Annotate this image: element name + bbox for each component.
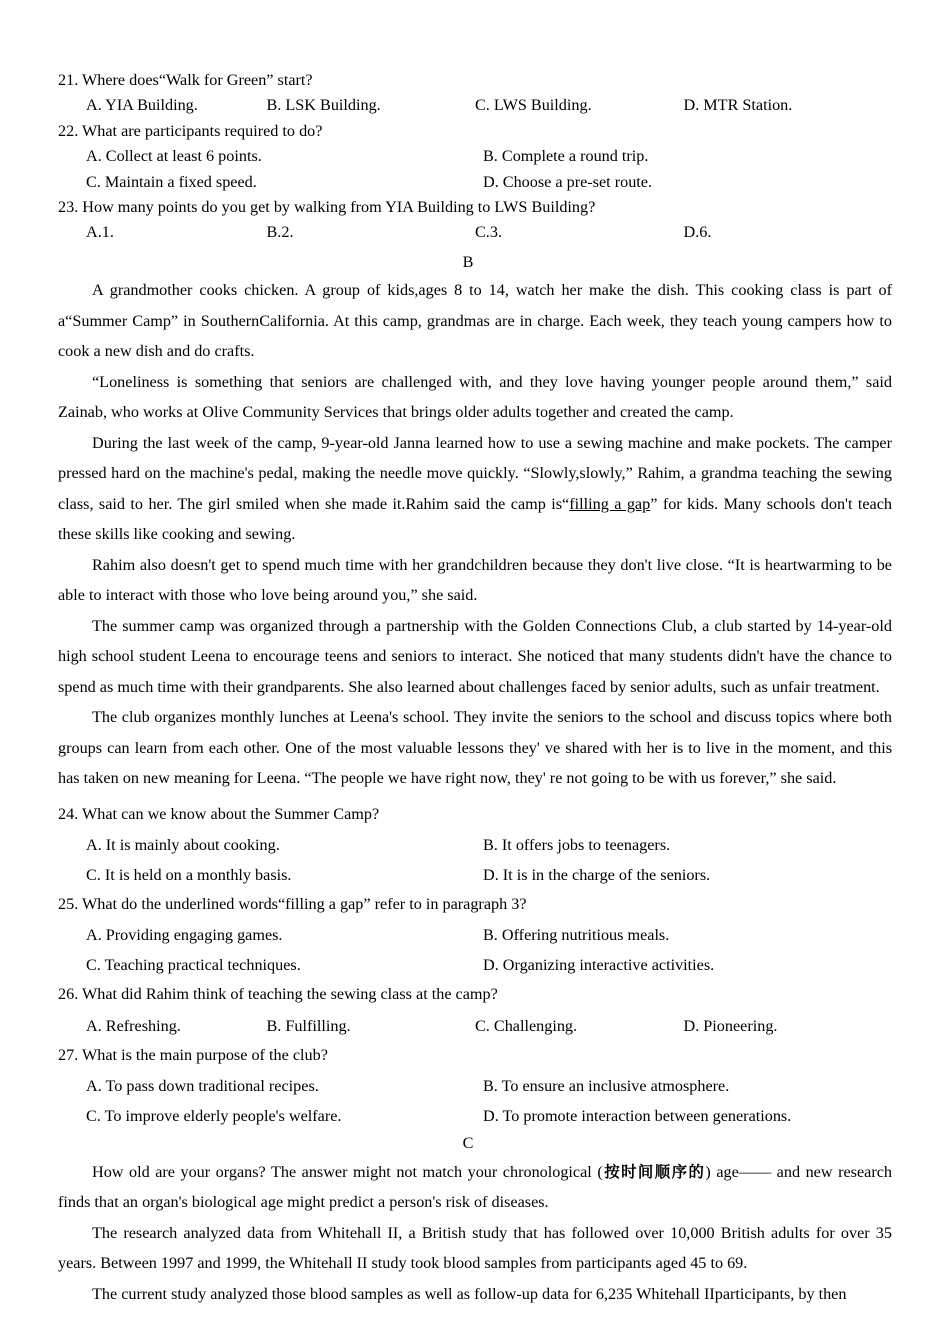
passage-b-paragraph-6: The club organizes monthly lunches at Leena's school. They invite the seniors to the school and discuss topics where both groups can learn from each other. One of the most valuable lessons they' ve shared with her is to live in the moment, and this has taken on new meaning for Leena. “The people we have right now, they' re not going to be with us forever,” she said. <box>58 708 892 788</box>
option-row-22-bottom <box>58 170 892 195</box>
option-row-27-top <box>58 1074 892 1099</box>
option-21-b[interactable]: B. LSK Building. <box>266 96 381 115</box>
option-24-a[interactable]: A. It is mainly about cooking. <box>86 836 280 855</box>
option-row-22-top <box>58 144 892 169</box>
passage-b-paragraph-1: A grandmother cooks chicken. A group of kids,ages 8 to 14, watch her make the dish. This cooking class is part of a“Summer Camp” in SouthernCalifornia. At this camp, grandmas are in charge. Each week, they teach young campers how to cook a new dish and do crafts. <box>58 281 892 361</box>
option-26-a[interactable]: A. Refreshing. <box>86 1016 181 1035</box>
question-stem-21: 21. Where does“Walk for Green” start? <box>58 71 313 89</box>
option-row-23 <box>58 220 892 245</box>
option-27-c[interactable]: C. To improve elderly people's welfare. <box>86 1106 342 1125</box>
option-row-24-top <box>58 833 892 858</box>
question-stem-24: 24. What can we know about the Summer Camp? <box>58 804 380 823</box>
option-row-26 <box>58 1014 892 1039</box>
underlined-phrase-filling-a-gap: filling a gap <box>569 494 651 513</box>
passage-c-paragraph-1 <box>58 1157 892 1218</box>
passage-b-paragraph-2: “Loneliness is something that seniors are challenged with, and they love having younger people around them,” said Zainab, who works at Olive Community Services that brings older adults together and created the camp. <box>58 372 892 422</box>
passage-c-p1-after-gloss: ) age—— and new research finds that an organ's biological age might predict a person's risk of diseases. <box>58 1162 892 1212</box>
option-row-21 <box>58 93 892 118</box>
option-24-d[interactable]: D. It is in the charge of the seniors. <box>483 865 711 884</box>
chinese-gloss-chronological: 按时间顺序的 <box>602 1162 706 1181</box>
option-26-c[interactable]: C. Challenging. <box>475 1016 578 1035</box>
option-25-a[interactable]: A. Providing engaging games. <box>86 926 283 945</box>
question-stem-26: 26. What did Rahim think of teaching the sewing class at the camp? <box>58 985 498 1004</box>
option-row-24-bottom <box>58 863 892 888</box>
option-23-d[interactable]: D.6. <box>683 223 712 242</box>
option-23-b[interactable]: B.2. <box>266 223 294 242</box>
option-27-b[interactable]: B. To ensure an inclusive atmosphere. <box>483 1077 730 1096</box>
section-heading-c: C <box>462 1134 474 1153</box>
option-24-b[interactable]: B. It offers jobs to teenagers. <box>483 836 671 855</box>
option-22-a[interactable]: A. Collect at least 6 points. <box>86 147 262 166</box>
option-23-c[interactable]: C.3. <box>475 223 502 242</box>
option-26-d[interactable]: D. Pioneering. <box>683 1016 778 1035</box>
question-stem-27: 27. What is the main purpose of the club? <box>58 1046 328 1064</box>
option-22-c[interactable]: C. Maintain a fixed speed. <box>86 172 257 191</box>
option-26-b[interactable]: B. Fulfilling. <box>266 1016 351 1035</box>
section-heading-b: B <box>462 252 474 271</box>
passage-b-paragraph-4: Rahim also doesn't get to spend much time with her grandchildren because they don't live close. “It is heartwarming to be able to interact with those who love being around you,” she said. <box>58 555 892 605</box>
question-stem-22: 22. What are participants required to do? <box>58 121 323 140</box>
option-25-b[interactable]: B. Offering nutritious meals. <box>483 926 670 945</box>
option-row-25-top <box>58 923 892 948</box>
question-stem-25: 25. What do the underlined words“filling a gap” refer to in paragraph 3? <box>58 894 527 913</box>
option-21-d[interactable]: D. MTR Station. <box>683 96 793 115</box>
passage-b-paragraph-5: The summer camp was organized through a partnership with the Golden Connections Club, a club started by 14-year-old high school student Leena to encourage teens and seniors to interact. She noticed that many students didn't have the chance to spend as much time with their grandparents. She also learned about challenges faced by senior adults, such as unfair treatment. <box>58 616 892 696</box>
question-stem-23: 23. How many points do you get by walking from YIA Building to LWS Building? <box>58 198 596 217</box>
option-23-a[interactable]: A.1. <box>86 223 114 242</box>
passage-b-paragraph-3 <box>58 428 892 550</box>
option-25-c[interactable]: C. Teaching practical techniques. <box>86 955 301 974</box>
passage-b-p3-text-before: During the last week of the camp, 9-year-old Janna learned how to use a sewing machine and make pockets. The camper pressed hard on the machine's pedal, making the needle move quickly. “Slowly,slowly,” Rahim, a grandma teaching the sewing class, said to her. The girl smiled when she made it.Rahim said the camp is“ <box>58 433 892 513</box>
passage-c-p1-before-gloss: How old are your organs? The answer might not match your chronological ( <box>92 1162 603 1181</box>
document-sheet <box>58 68 892 1309</box>
option-row-27-bottom <box>58 1104 892 1129</box>
option-22-d[interactable]: D. Choose a pre-set route. <box>483 172 653 191</box>
option-22-b[interactable]: B. Complete a round trip. <box>483 147 649 166</box>
passage-c-paragraph-2: The research analyzed data from Whitehall II, a British study that has followed over 10,000 British adults for over 35 years. Between 1997 and 1999, the Whitehall II study took blood samples from participants aged 45 to 69. <box>58 1223 892 1273</box>
passage-c-paragraph-3: The current study analyzed those blood samples as well as follow-up data for 6,235 Whitehall IIparticipants, by then <box>92 1284 847 1303</box>
option-21-a[interactable]: A. YIA Building. <box>86 96 198 115</box>
option-25-d[interactable]: D. Organizing interactive activities. <box>483 955 715 974</box>
option-24-c[interactable]: C. It is held on a monthly basis. <box>86 865 292 884</box>
option-row-25-bottom <box>58 953 892 978</box>
option-21-c[interactable]: C. LWS Building. <box>475 96 592 115</box>
option-27-a[interactable]: A. To pass down traditional recipes. <box>86 1077 319 1096</box>
passage-b-p3-text-after: ” for kids. Many schools don't teach these skills like cooking and sewing. <box>58 494 893 544</box>
option-27-d[interactable]: D. To promote interaction between generations. <box>483 1106 792 1125</box>
